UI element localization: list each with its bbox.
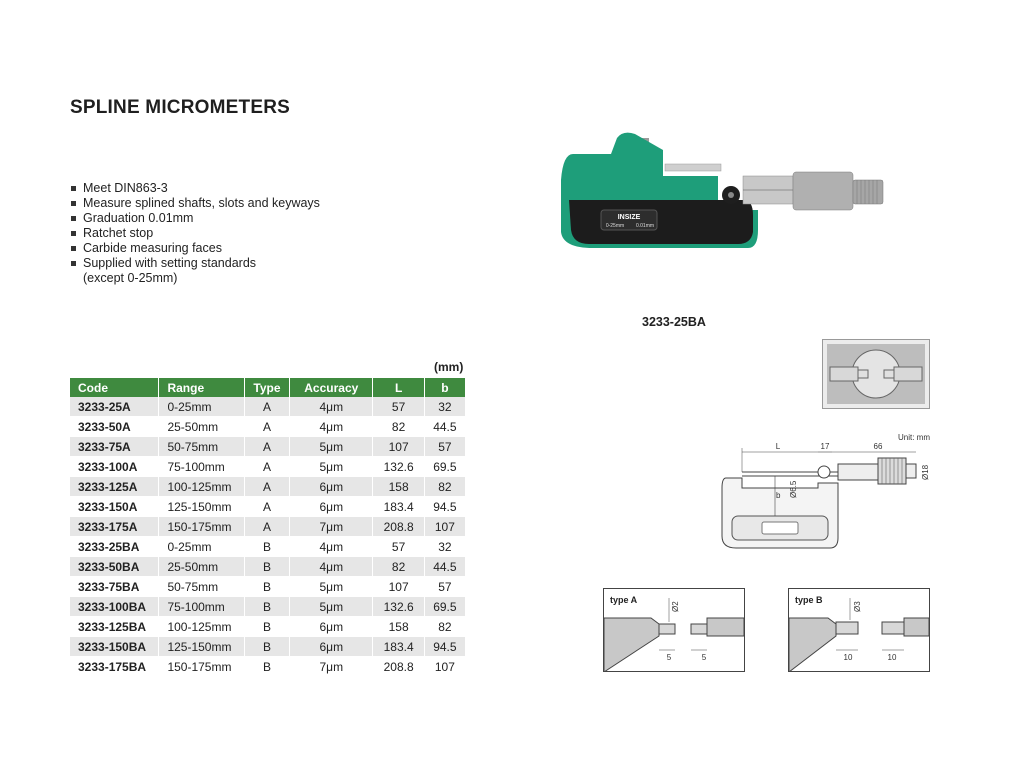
feature-item-note: (except 0-25mm) (83, 271, 178, 285)
cell-range: 0-25mm (159, 537, 244, 557)
cell-range: 25-50mm (159, 417, 244, 437)
table-row (70, 457, 466, 477)
cell-code: 3233-175A (70, 517, 159, 537)
drawing-unit-label: Unit: mm (898, 433, 930, 442)
drawing-lock (818, 466, 830, 478)
cell-l: 107 (373, 577, 424, 597)
type-b-left-tip (836, 622, 858, 634)
dim-label-dia18: Ø18 (921, 464, 930, 480)
spec-table (70, 378, 466, 677)
cell-type: B (244, 557, 289, 577)
cell-l: 208.8 (373, 517, 424, 537)
cell-accuracy: 5μm (290, 457, 373, 477)
cell-range: 50-75mm (159, 577, 244, 597)
cell-code: 3233-75A (70, 437, 159, 457)
table-header-row (70, 378, 466, 397)
cell-accuracy: 6μm (290, 477, 373, 497)
cell-accuracy: 4μm (290, 557, 373, 577)
col-header-accuracy: Accuracy (290, 378, 373, 397)
cell-l: 183.4 (373, 637, 424, 657)
type-a-drawing (603, 588, 745, 672)
cell-b: 44.5 (424, 557, 465, 577)
cell-b: 82 (424, 477, 465, 497)
cell-accuracy: 5μm (290, 597, 373, 617)
type-b-label: type B (795, 595, 823, 605)
cell-type: A (244, 457, 289, 477)
cell-b: 107 (424, 657, 465, 677)
cell-accuracy: 7μm (290, 657, 373, 677)
dim-label-dia65: Ø6.5 (789, 480, 798, 498)
table-row (70, 617, 466, 637)
cell-range: 75-100mm (159, 597, 244, 617)
cell-b: 44.5 (424, 417, 465, 437)
cell-accuracy: 4μm (290, 397, 373, 417)
cell-l: 208.8 (373, 657, 424, 677)
cell-b: 69.5 (424, 597, 465, 617)
col-header-type: Type (244, 378, 289, 397)
brand-text: INSIZE (617, 214, 641, 221)
table-row (70, 517, 466, 537)
cell-code: 3233-50BA (70, 557, 159, 577)
feature-item: Carbide measuring faces (70, 241, 320, 256)
type-a-label: type A (610, 595, 638, 605)
feature-list (70, 181, 320, 286)
cell-code: 3233-125A (70, 477, 159, 497)
table-row (70, 637, 466, 657)
cell-b: 94.5 (424, 637, 465, 657)
cell-b: 57 (424, 577, 465, 597)
cell-type: A (244, 517, 289, 537)
cell-b: 69.5 (424, 457, 465, 477)
cell-range: 50-75mm (159, 437, 244, 457)
left-anvil (830, 367, 858, 381)
type-b-dim2: 10 (887, 653, 897, 662)
thimble (793, 172, 853, 210)
cell-code: 3233-100BA (70, 597, 159, 617)
cell-accuracy: 6μm (290, 497, 373, 517)
cell-code: 3233-125BA (70, 617, 159, 637)
cell-accuracy: 7μm (290, 517, 373, 537)
cell-l: 57 (373, 397, 424, 417)
cell-type: B (244, 597, 289, 617)
cell-code: 3233-100A (70, 457, 159, 477)
cell-type: A (244, 397, 289, 417)
frame-graduation-text: 0.01mm (635, 223, 655, 229)
cell-type: A (244, 477, 289, 497)
page-title: SPLINE MICROMETERS (70, 97, 291, 118)
cell-b: 94.5 (424, 497, 465, 517)
micrometer-product-image (553, 120, 893, 280)
cell-type: A (244, 497, 289, 517)
dim-label-l: L (775, 442, 781, 451)
type-a-right-tip (691, 624, 707, 634)
cell-l: 82 (373, 417, 424, 437)
cell-code: 3233-150BA (70, 637, 159, 657)
cell-l: 57 (373, 537, 424, 557)
spindle (665, 164, 721, 171)
right-anvil-tip (884, 370, 894, 378)
lock-knob-center (728, 192, 734, 198)
drawing-plate (762, 522, 798, 534)
cell-range: 75-100mm (159, 457, 244, 477)
dim-label-17: 17 (820, 442, 830, 451)
cell-type: B (244, 617, 289, 637)
insulation-pad (569, 200, 753, 244)
table-unit-label: (mm) (434, 360, 464, 374)
cell-range: 25-50mm (159, 557, 244, 577)
type-b-right-body (904, 618, 929, 636)
table-row (70, 557, 466, 577)
feature-item: Graduation 0.01mm (70, 211, 320, 226)
ratchet (853, 180, 883, 204)
cell-type: B (244, 637, 289, 657)
product-model-caption: 3233-25BA (642, 315, 706, 329)
table-row (70, 477, 466, 497)
dim-label-66: 66 (873, 442, 883, 451)
type-b-right-tip (882, 622, 904, 634)
cell-range: 150-175mm (159, 517, 244, 537)
col-header-b: b (424, 378, 465, 397)
cell-type: A (244, 437, 289, 457)
type-b-dia: Ø3 (853, 601, 862, 612)
cell-code: 3233-75BA (70, 577, 159, 597)
cell-code: 3233-25BA (70, 537, 159, 557)
type-b-drawing (788, 588, 930, 672)
col-header-l: L (373, 378, 424, 397)
drawing-ratchet (906, 464, 916, 478)
cell-code: 3233-150A (70, 497, 159, 517)
cell-range: 125-150mm (159, 497, 244, 517)
cell-accuracy: 6μm (290, 617, 373, 637)
col-header-range: Range (159, 378, 244, 397)
table-row (70, 437, 466, 457)
col-header-code: Code (70, 378, 159, 397)
cell-b: 57 (424, 437, 465, 457)
cell-range: 0-25mm (159, 397, 244, 417)
cell-type: B (244, 537, 289, 557)
cell-accuracy: 5μm (290, 437, 373, 457)
cell-l: 158 (373, 617, 424, 637)
type-a-dim2: 5 (701, 653, 707, 662)
right-anvil (894, 367, 922, 381)
type-b-dim1: 10 (843, 653, 853, 662)
cell-range: 100-125mm (159, 477, 244, 497)
table-row (70, 537, 466, 557)
cell-l: 82 (373, 557, 424, 577)
cell-type: B (244, 577, 289, 597)
cell-b: 32 (424, 537, 465, 557)
cell-l: 132.6 (373, 457, 424, 477)
table-row (70, 577, 466, 597)
cell-code: 3233-25A (70, 397, 159, 417)
table-row (70, 397, 466, 417)
cell-range: 150-175mm (159, 657, 244, 677)
dimension-drawing (718, 428, 938, 553)
cell-l: 183.4 (373, 497, 424, 517)
type-a-dim1: 5 (666, 653, 672, 662)
cell-accuracy: 5μm (290, 577, 373, 597)
type-a-dia: Ø2 (671, 601, 680, 612)
table-row (70, 597, 466, 617)
dim-label-b: b (776, 491, 781, 500)
feature-item: Supplied with setting standards (70, 256, 320, 271)
feature-item: Meet DIN863-3 (70, 181, 320, 196)
cell-type: A (244, 417, 289, 437)
cell-range: 125-150mm (159, 637, 244, 657)
anvil-closeup-image (822, 339, 930, 409)
table-row (70, 657, 466, 677)
cell-code: 3233-50A (70, 417, 159, 437)
cell-l: 107 (373, 437, 424, 457)
cell-l: 158 (373, 477, 424, 497)
cell-b: 32 (424, 397, 465, 417)
feature-item: Measure splined shafts, slots and keyways (70, 196, 320, 211)
frame-range-text: 0-25mm (605, 223, 625, 229)
type-a-right-body (707, 618, 744, 636)
drawing-sleeve (838, 464, 878, 480)
left-anvil-tip (858, 370, 868, 378)
table-row (70, 417, 466, 437)
table-row (70, 497, 466, 517)
feature-item: Ratchet stop (70, 226, 320, 241)
cell-accuracy: 4μm (290, 417, 373, 437)
cell-accuracy: 4μm (290, 537, 373, 557)
cell-type: B (244, 657, 289, 677)
cell-b: 82 (424, 617, 465, 637)
cell-code: 3233-175BA (70, 657, 159, 677)
cell-accuracy: 6μm (290, 637, 373, 657)
cell-l: 132.6 (373, 597, 424, 617)
type-a-left-tip (659, 624, 675, 634)
cell-b: 107 (424, 517, 465, 537)
cell-range: 100-125mm (159, 617, 244, 637)
